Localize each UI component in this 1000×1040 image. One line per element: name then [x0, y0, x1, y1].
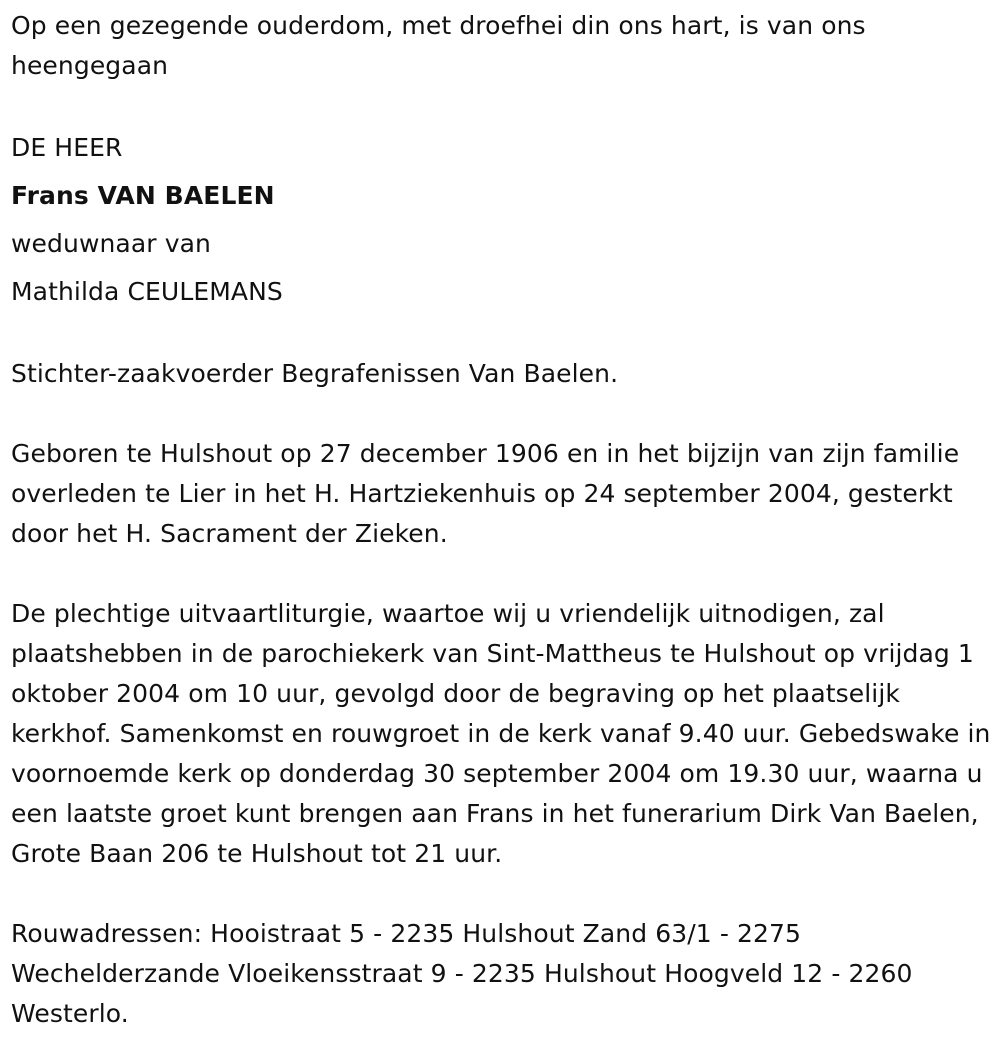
spacer: [11, 394, 993, 434]
deceased-name: Frans VAN BAELEN: [11, 181, 275, 210]
honorific: DE HEER: [11, 133, 123, 162]
occupation-text: Stichter-zaakvoerder Begrafenissen Van Baelen.: [11, 359, 619, 388]
spacer: [11, 874, 993, 914]
relation-text: weduwnaar van: [11, 229, 211, 258]
intro-text: Op een gezegende ouderdom, met droefhei din ons hart, is van ons heengegaan: [11, 11, 866, 80]
addresses-text: Rouwadressen: Hooistraat 5 - 2235 Hulshout Zand 63/1 - 2275 Wechelderzande Vloeikensstraat 9 - 2235 Hulshout Hoogveld 12 - 2260 Westerlo.: [11, 919, 913, 1028]
funeral-text: De plechtige uitvaartliturgie, waartoe wij u vriendelijk uitnodigen, zal plaatshebben in de parochiekerk van Sint-Mattheus te Hulshout op vrijdag 1 oktober 2004 om 10 uur, gevolgd door de begraving op het plaatselijk kerkhof. Samenkomst en rouwgroet in de kerk vanaf 9.40 uur. Gebedswake in voornoemde kerk op donderdag 30 september 2004 om 19.30 uur, waarna u een laatste groet kunt brengen aan Frans in het funerarium Dirk Van Baelen, Grote Baan 206 te Hulshout tot 21 uur.: [11, 599, 991, 868]
birth-death-text: Geboren te Hulshout op 27 december 1906 en in het bijzijn van zijn familie overleden te Lier in het H. Hartziekenhuis op 24 september 2004, gesterkt door het H. Sacrament der Zieken.: [11, 439, 960, 548]
spacer: [11, 554, 993, 594]
spouse-name: Mathilda CEULEMANS: [11, 277, 283, 306]
spacer: [11, 86, 993, 124]
spacer: [11, 316, 993, 354]
death-notice: [11, 6, 993, 1034]
